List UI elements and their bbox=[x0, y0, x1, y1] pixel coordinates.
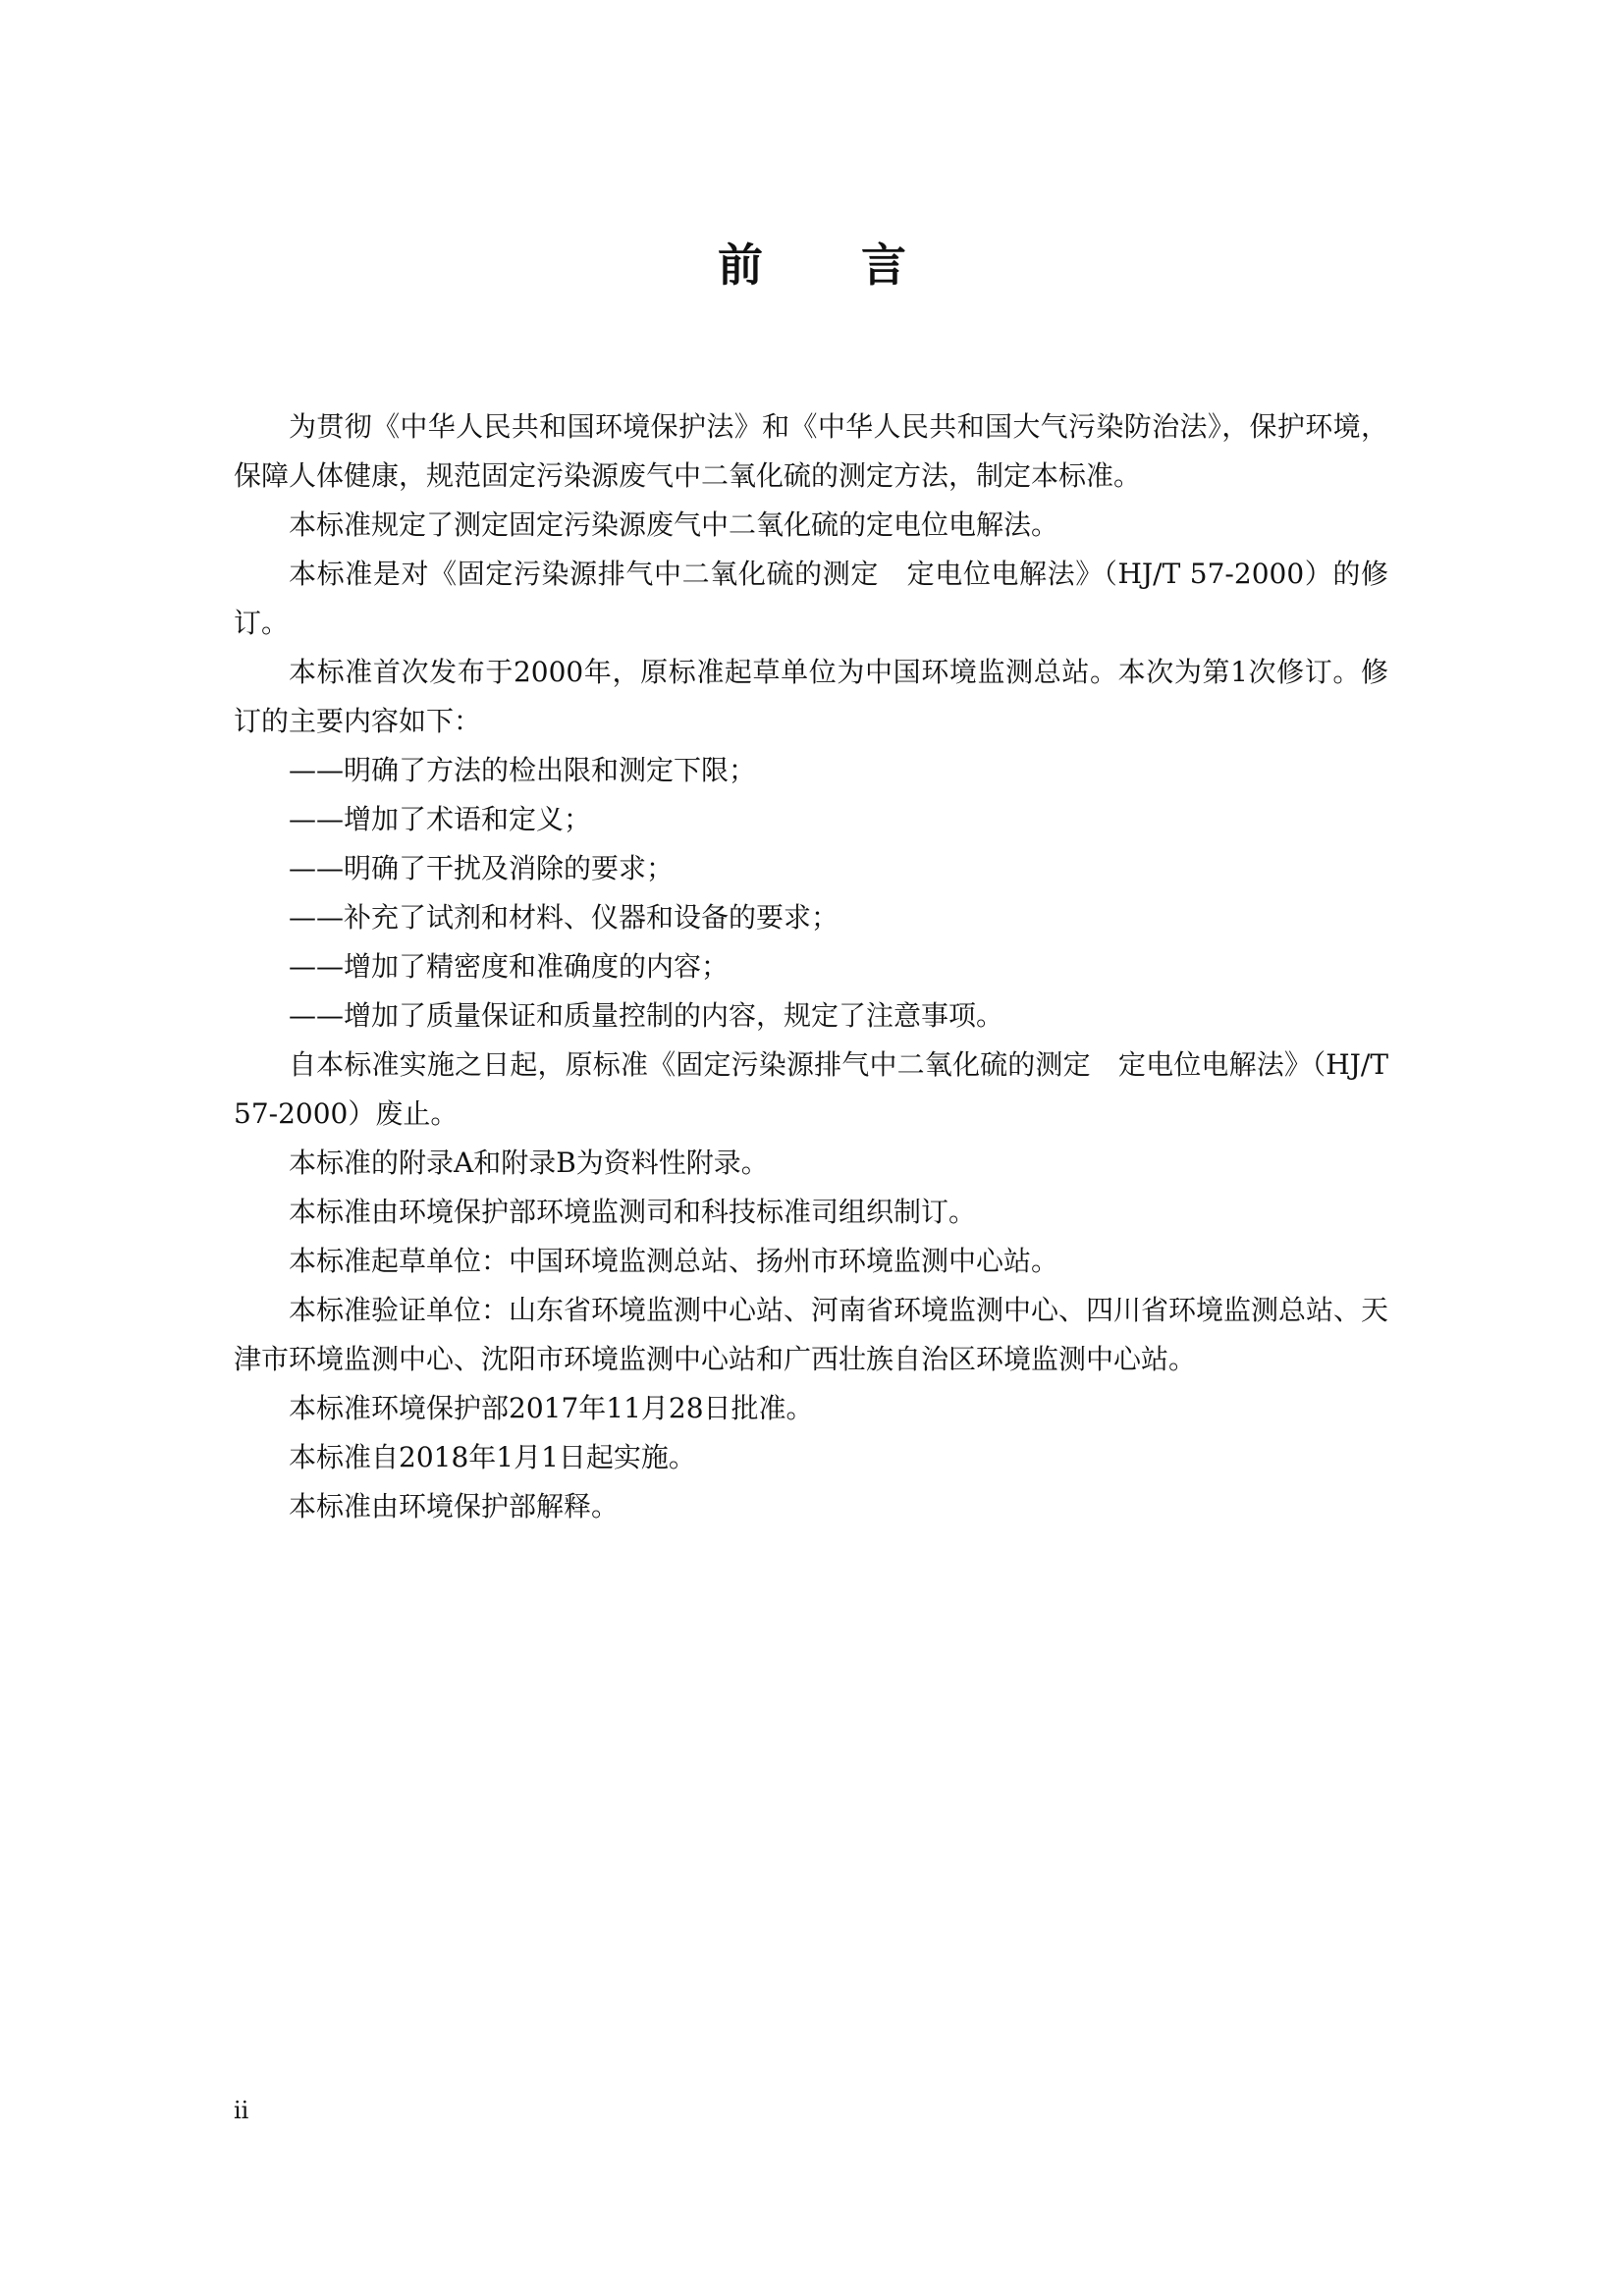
paragraph-revision-of: 本标准是对《固定污染源排气中二氧化硫的测定 定电位电解法》（HJ/T 57-2000）的修订。 bbox=[234, 558, 1388, 639]
list-item: ——补充了试剂和材料、仪器和设备的要求； bbox=[289, 901, 839, 934]
list-item: ——增加了精密度和准确度的内容； bbox=[289, 950, 730, 983]
list-item: ——明确了方法的检出限和测定下限； bbox=[289, 754, 757, 786]
list-item: ——明确了干扰及消除的要求； bbox=[289, 852, 675, 884]
paragraph-verification-units: 本标准验证单位：山东省环境监测中心站、河南省环境监测中心、四川省环境监测总站、天津市环境监测中心、沈阳市环境监测中心站和广西壮族自治区环境监测中心站。 bbox=[234, 1294, 1389, 1375]
paragraph-organizer: 本标准由环境保护部环境监测司和科技标准司组织制订。 bbox=[289, 1196, 977, 1228]
list-item: ——增加了质量保证和质量控制的内容，规定了注意事项。 bbox=[289, 999, 1004, 1032]
list-item: ——增加了术语和定义； bbox=[289, 803, 592, 835]
paragraph-purpose: 为贯彻《中华人民共和国环境保护法》和《中华人民共和国大气污染防治法》，保护环境，保障人体健康，规范固定污染源废气中二氧化硫的测定方法，制定本标准。 bbox=[234, 410, 1388, 492]
paragraph-drafting-units: 本标准起草单位：中国环境监测总站、扬州市环境监测中心站。 bbox=[289, 1245, 1059, 1277]
page-title: 前言 bbox=[718, 239, 1004, 292]
paragraph-effective-date: 本标准自2018年1月1日起实施。 bbox=[289, 1441, 696, 1473]
paragraph-history: 本标准首次发布于2000年，原标准起草单位为中国环境监测总站。本次为第1次修订。修订的主要内容如下： bbox=[234, 656, 1388, 737]
foreword-body bbox=[234, 402, 1388, 1531]
paragraph-appendices: 本标准的附录A和附录B为资料性附录。 bbox=[289, 1147, 769, 1179]
paragraph-interpretation: 本标准由环境保护部解释。 bbox=[289, 1490, 620, 1522]
paragraph-scope: 本标准规定了测定固定污染源废气中二氧化硫的定电位电解法。 bbox=[289, 508, 1059, 541]
paragraph-approval-date: 本标准环境保护部2017年11月28日批准。 bbox=[289, 1392, 814, 1424]
page-number: ii bbox=[234, 2097, 249, 2124]
paragraph-supersedes: 自本标准实施之日起，原标准《固定污染源排气中二氧化硫的测定 定电位电解法》（HJ/T 57-2000）废止。 bbox=[234, 1048, 1388, 1130]
